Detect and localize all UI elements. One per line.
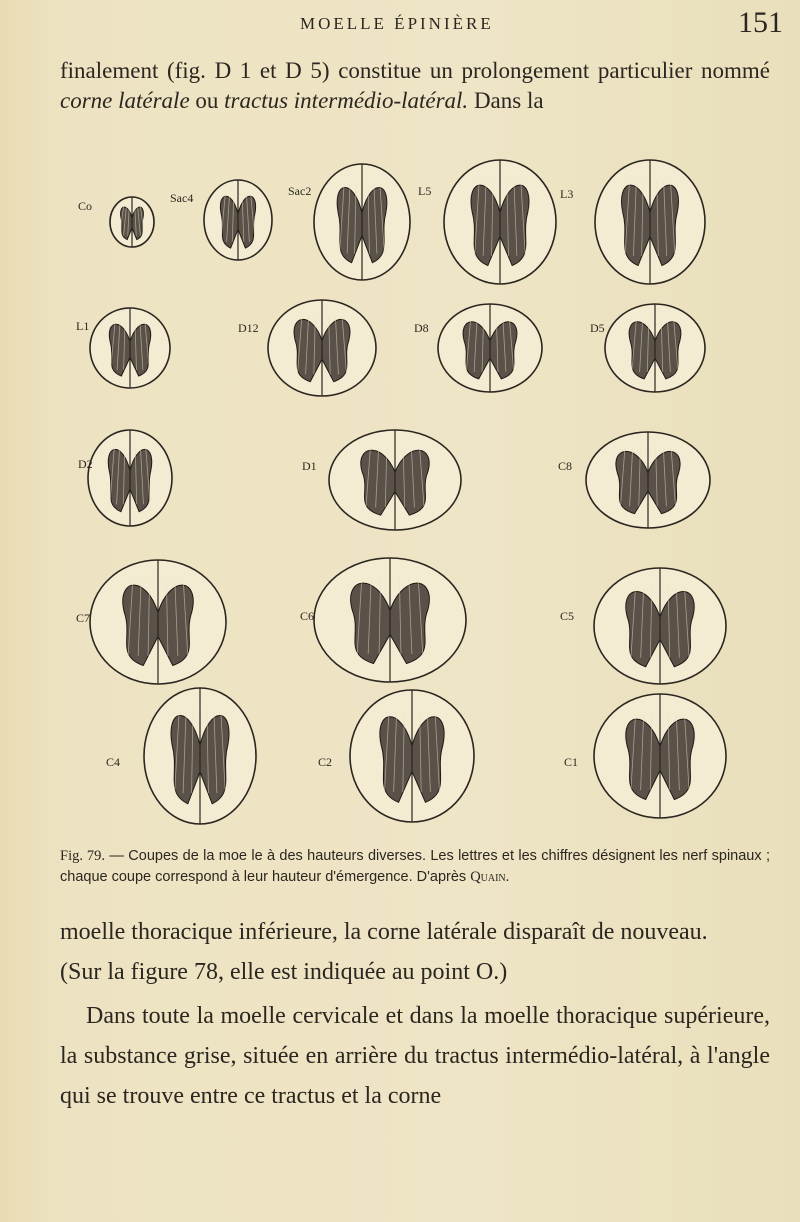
paragraph-top [60,56,770,116]
section-label: C7 [76,611,91,625]
section-label: L1 [76,319,90,333]
paragraph-2: (Sur la figure 78, elle est indiquée au point O.) [60,959,508,985]
cord-section-c2 [318,690,474,822]
cord-section-c1 [564,694,726,818]
spinal-sections-illustration [70,150,730,840]
section-label: Co [78,199,93,213]
cord-section-d1 [302,430,461,530]
section-label: Sac4 [170,191,194,205]
section-label: D2 [78,457,93,471]
paragraph-3: Dans toute la moelle cervicale et dans la moelle thoracique supérieure, la substance grise, située en arrière du tractus intermédio-latéral, à l'angle qui se trouve entre ce tractus et la corne [60,1003,770,1109]
section-label: L3 [560,187,574,201]
section-label: C4 [106,755,121,769]
cord-section-c4 [106,688,256,824]
cord-section-l5 [418,160,556,284]
section-label: L5 [418,184,432,198]
cord-section-d8 [414,304,542,392]
section-label: C6 [300,609,315,623]
paragraph-1: moelle thoracique inférieure, la corne latérale disparaît de nouveau. [60,919,708,945]
section-label: D1 [302,459,317,473]
text-top-mid: ou [189,88,225,113]
cord-section-c8 [558,432,710,528]
section-label: C1 [564,755,579,769]
cord-section-l3 [560,160,705,284]
figure-spinal-sections [70,150,730,840]
page-number: 151 [738,6,783,39]
cord-section-sac2 [288,164,410,280]
figure-number: Fig. 79. [60,848,106,864]
section-label: C8 [558,459,573,473]
section-label: Sac2 [288,184,312,198]
cord-section-d5 [590,304,705,392]
caption-author: Quain. [470,869,510,885]
cord-section-l1 [76,308,170,388]
section-label: C2 [318,755,333,769]
text-top-end: Dans la [468,88,544,113]
cord-section-d12 [238,300,376,396]
section-label: C5 [560,609,575,623]
section-label: D5 [590,321,605,335]
text-top-start: finalement (fig. D 1 et D 5) constitue un prolongement particulier nommé [60,58,770,83]
cord-section-c6 [300,558,466,682]
section-label: D12 [238,321,259,335]
cord-section-c7 [76,560,226,684]
term-tractus: tractus intermédio-latéral. [224,88,469,113]
cord-section-c5 [560,568,726,684]
caption-text: — Coupes de la moe le à des hauteurs diverses. Les lettres et les chiffres désignent les nerf spinaux ; chaque coupe correspond à leur hauteur d'émergence. D'après [60,848,771,885]
running-title: MOELLE ÉPINIÈRE [300,14,494,33]
running-head [0,4,800,44]
cord-section-sac4 [170,180,272,260]
figure-caption [60,846,770,888]
cord-section-d2 [78,430,172,526]
cord-section-co [78,197,154,247]
term-corne-laterale: corne latérale [60,88,190,113]
section-label: D8 [414,321,429,335]
